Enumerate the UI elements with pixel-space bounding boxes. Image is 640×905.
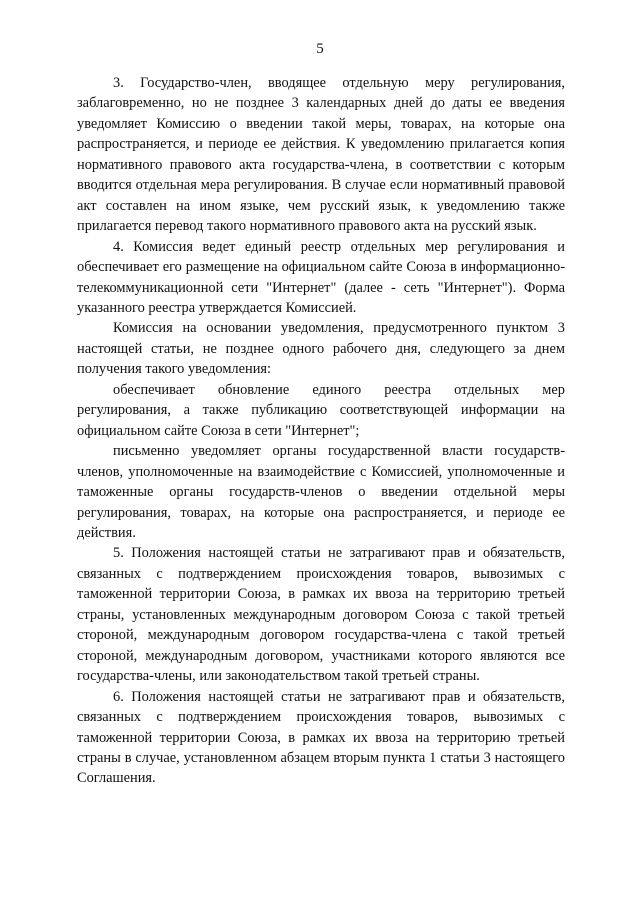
- paragraph-registry-update: обеспечивает обновление единого реестра отдельных мер регулирования, а также публикацию соответствующей информации на официальном сайте Союза в сети "Интернет";: [77, 381, 565, 439]
- paragraph-commission-notification: Комиссия на основании уведомления, предусмотренного пунктом 3 настоящей статьи, не позднее одного рабочего дня, следующего за днем получения такого уведомления:: [77, 320, 565, 378]
- paragraph-point-5: 5. Положения настоящей статьи не затрагивают прав и обязательств, связанных с подтверждением происхождения товаров, вывозимых с таможенной территории Союза, в рамках их ввоза на территорию третьей страны, установленных международным договором Союза с такой третьей стороной, международным договором государства-члена с такой третьей стороной, международным договором, участниками которого являются все государства-члены, или законодательством такой третьей страны.: [77, 545, 565, 685]
- paragraph-written-notice: письменно уведомляет органы государственной власти государств-членов, уполномоченные на взаимодействие с Комиссией, уполномоченные и таможенные органы государств-членов о введении отдельной меры регулирования, товарах, на которые она распространяется, и периоде ее действия.: [77, 443, 565, 541]
- paragraph-point-3: 3. Государство-член, вводящее отдельную меру регулирования, заблаговременно, но не позднее 3 календарных дней до даты ее введения уведомляет Комиссию о введении такой меры, товарах, на которые она распространяется, и периоде ее действия. К уведомлению прилагается копия нормативного правового акта государства-члена, в соответствии с которым вводится отдельная мера регулирования. В случае если нормативный правовой акт составлен на ином языке, чем русский язык, к уведомлению также прилагается перевод такого нормативного правового акта на русский язык.: [77, 75, 565, 235]
- page-number: 5: [316, 41, 324, 57]
- paragraph-point-4: 4. Комиссия ведет единый реестр отдельных мер регулирования и обеспечивает его размещение на официальном сайте Союза в информационно-телекоммуникационной сети "Интернет" (далее - сеть "Интернет"). Форма указанного реестра утверждается Комиссией.: [77, 238, 565, 316]
- paragraph-point-6: 6. Положения настоящей статьи не затрагивают прав и обязательств, связанных с подтверждением происхождения товаров, вывозимых с таможенной территории Союза, в рамках их ввоза на территорию третьей страны в случае, установленном абзацем вторым пункта 1 статьи 3 настоящего Соглашения.: [77, 688, 565, 787]
- document-body: [77, 73, 565, 789]
